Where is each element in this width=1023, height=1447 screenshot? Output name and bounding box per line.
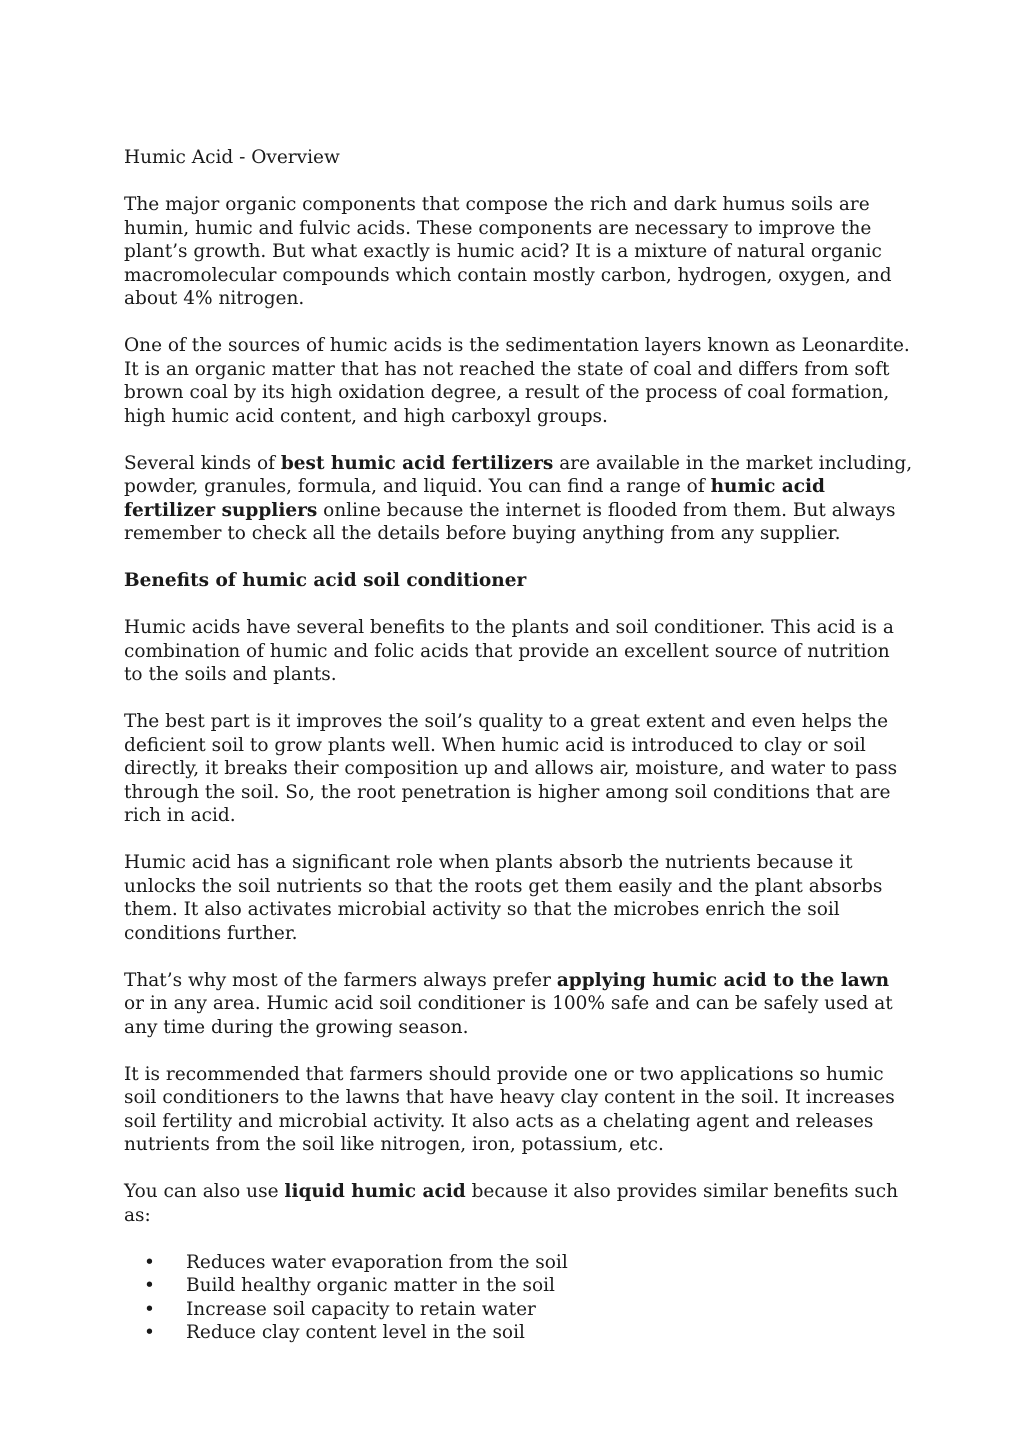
bold-term-liquid: liquid humic acid (284, 1181, 466, 1202)
paragraph-lawn (124, 969, 914, 1040)
paragraph-nutrients: Humic acid has a significant role when plants absorb the nutrients because it unlocks the soil nutrients so that the roots get them easily and the plant absorbs them. It also activates microbial activity so that the microbes enrich the soil conditions further. (124, 852, 883, 944)
paragraph-leonardite: One of the sources of humic acids is the sedimentation layers known as Leonardite. It is an organic matter that has not reached the state of coal and differs from soft brown coal by its high oxidation degree, a result of the process of coal formation, high humic acid content, and high carboxyl groups. (124, 335, 910, 427)
list-item-text: Build healthy organic matter in the soil (186, 1275, 555, 1296)
list-item-text: Increase soil capacity to retain water (186, 1298, 536, 1320)
list-item-text: Reduces water evaporation from the soil (186, 1251, 568, 1273)
list-item (124, 1298, 914, 1322)
text-run: online because the internet is flooded from them. But always remember to check all the details before buying anything from any supplier. (124, 499, 896, 544)
paragraph-intro: The major organic components that compose the rich and dark humus soils are humin, humic and fulvic acids. These components are necessary to improve the plant’s growth. But what exactly is humic acid? It is a mixture of natural organic macromolecular compounds which contain mostly carbon, hydrogen, oxygen, and about 4% nitrogen. (124, 194, 892, 309)
document-title: Humic Acid - Overview (124, 147, 340, 168)
list-item (124, 1321, 914, 1345)
bold-term-best-fertilizers: best humic acid fertilizers (280, 452, 554, 474)
benefits-list (124, 1251, 914, 1345)
text-run: because it also provides similar benefits such as: (124, 1181, 899, 1226)
document-page (124, 146, 914, 1345)
bold-term-lawn: applying humic acid to the lawn (556, 969, 890, 991)
list-item-text: Reduce clay content level in the soil (186, 1322, 525, 1343)
text-run: or in any area. Humic acid soil conditioner is 100% safe and can be safely used at any time during the growing season. (124, 993, 893, 1038)
bold-term-suppliers: humic acid fertilizer suppliers (124, 476, 825, 521)
bullet-icon: • (144, 1298, 155, 1320)
paragraph-soil-quality: The best part is it improves the soil’s quality to a great extent and even helps the deficient soil to grow plants well. When humic acid is introduced to clay or soil directly, it breaks their composition up and allows air, moisture, and water to pass through the soil. So, the root penetration is higher among soil conditions that are rich in acid. (124, 711, 898, 826)
bullet-icon: • (144, 1275, 155, 1296)
paragraph-fertilizers (124, 452, 914, 546)
bullet-icon: • (144, 1322, 155, 1343)
bullet-icon: • (144, 1251, 155, 1273)
text-run: Several kinds of (124, 452, 281, 474)
paragraph-liquid (124, 1180, 914, 1227)
section-heading: Benefits of humic acid soil conditioner (124, 570, 527, 591)
list-item (124, 1274, 914, 1298)
text-run: That’s why most of the farmers always prefer (124, 969, 557, 991)
paragraph-recommendation: It is recommended that farmers should provide one or two applications so humic soil conditioners to the lawns that have heavy clay content in the soil. It increases soil fertility and microbial activity. It also acts as a chelating agent and releases nutrients from the soil like nitrogen, iron, potassium, etc. (124, 1063, 895, 1155)
list-item (124, 1251, 914, 1275)
text-run: are available in the market including, powder, granules, formula, and liquid. You can find a range of (124, 452, 913, 497)
text-run: You can also use (124, 1181, 285, 1202)
paragraph-benefits: Humic acids have several benefits to the plants and soil conditioner. This acid is a combination of humic and folic acids that provide an excellent source of nutrition to the soils and plants. (124, 617, 894, 685)
